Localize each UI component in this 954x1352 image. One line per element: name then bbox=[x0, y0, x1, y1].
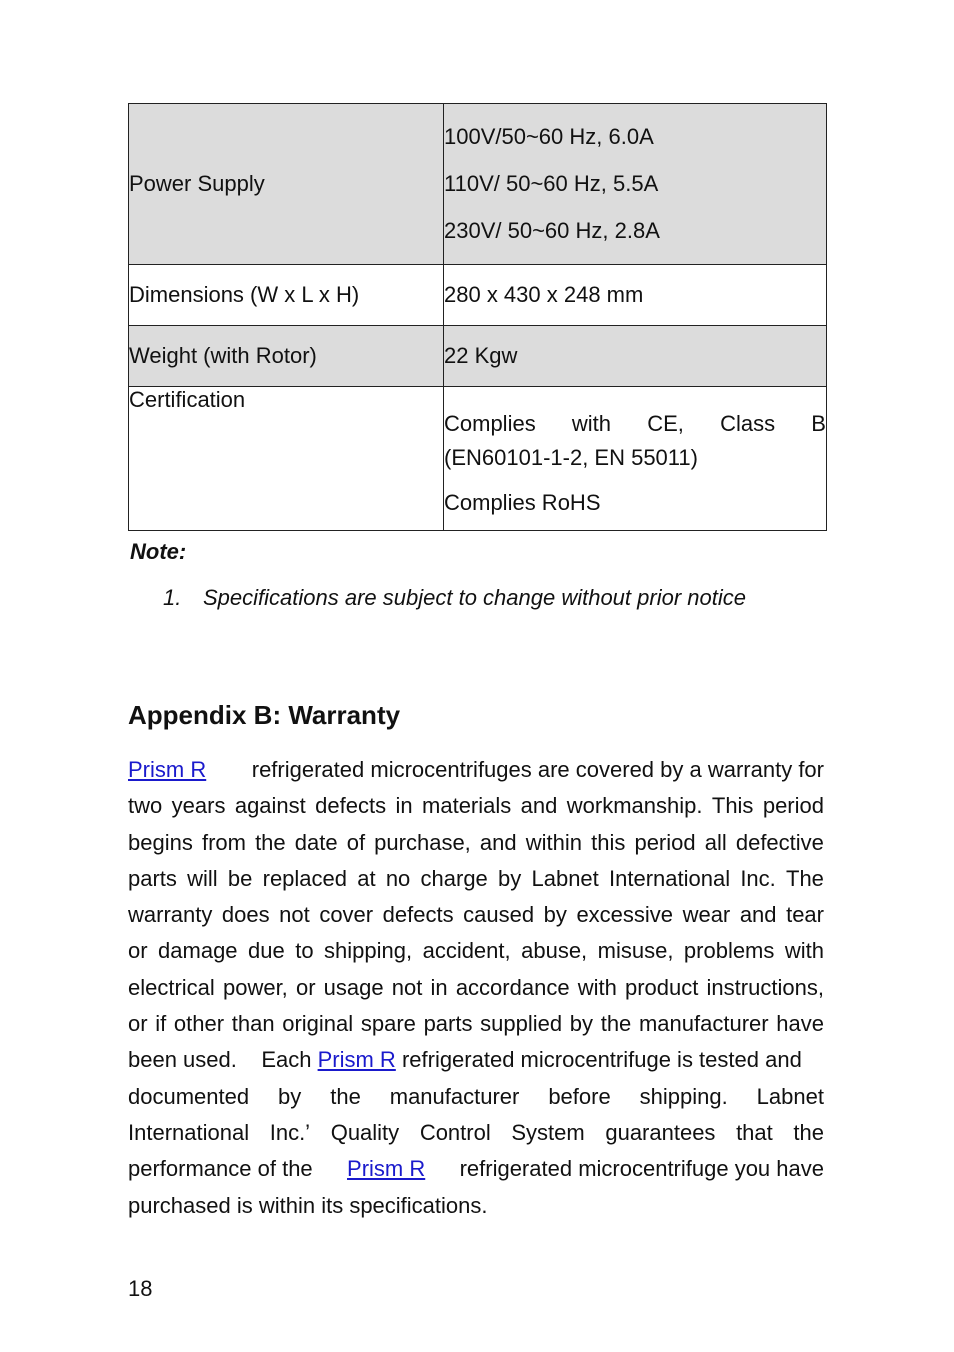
certification-value bbox=[444, 387, 827, 531]
word: begins bbox=[128, 829, 193, 855]
word: electrical bbox=[128, 974, 215, 1000]
word: and bbox=[520, 793, 558, 819]
word: problems bbox=[683, 938, 775, 964]
specifications-table bbox=[128, 103, 827, 531]
word: not bbox=[391, 974, 423, 1000]
word: tear bbox=[786, 902, 824, 928]
certification-line-2: (EN60101-1-2, EN 55011) bbox=[444, 445, 698, 470]
note-item bbox=[163, 585, 746, 611]
paragraph-line bbox=[128, 825, 824, 861]
word: abuse, bbox=[521, 938, 588, 964]
word: shipping, bbox=[324, 938, 413, 964]
word: power, bbox=[222, 974, 288, 1000]
word: charge bbox=[420, 865, 488, 891]
power-supply-value: 100V/50~60 Hz, 6.0A bbox=[444, 124, 654, 149]
dimensions-row bbox=[129, 265, 827, 326]
word: against bbox=[234, 793, 306, 819]
word: wear bbox=[682, 902, 731, 928]
word: Quality bbox=[330, 1119, 400, 1145]
word: the bbox=[793, 1119, 824, 1145]
word: with bbox=[784, 938, 824, 964]
word: not bbox=[279, 902, 310, 928]
word: within bbox=[525, 829, 582, 855]
word: other bbox=[173, 1011, 225, 1037]
word: from bbox=[201, 829, 246, 855]
word: this bbox=[591, 829, 626, 855]
word: date bbox=[294, 829, 338, 855]
word: by bbox=[543, 902, 567, 928]
word: does bbox=[221, 902, 270, 928]
paragraph-line bbox=[128, 788, 824, 824]
power-supply-row bbox=[129, 104, 827, 265]
word: of bbox=[346, 829, 366, 855]
cert-word: Complies bbox=[444, 411, 536, 436]
word: accordance bbox=[455, 974, 570, 1000]
word: supplied bbox=[480, 1011, 563, 1037]
paragraph-line bbox=[128, 933, 824, 969]
page-number: 18 bbox=[128, 1276, 153, 1301]
word: excessive bbox=[576, 902, 674, 928]
word: workmanship. bbox=[566, 793, 703, 819]
word: product bbox=[625, 974, 699, 1000]
word: period bbox=[762, 793, 824, 819]
prism-r-link[interactable]: Prism R bbox=[347, 1156, 426, 1182]
word: due bbox=[248, 938, 285, 964]
word: System bbox=[511, 1119, 585, 1145]
prism-r-link[interactable]: Prism R bbox=[128, 757, 207, 782]
line-text: refrigerated microcentrifuge is tested and bbox=[401, 1047, 802, 1073]
word: if bbox=[155, 1011, 167, 1037]
certification-label: Certification bbox=[129, 387, 444, 531]
paragraph-line bbox=[128, 752, 824, 788]
power-supply-value: 230V/ 50~60 Hz, 2.8A bbox=[444, 218, 660, 243]
prism-r-link[interactable]: Prism R bbox=[317, 1047, 396, 1073]
word: have bbox=[776, 1011, 824, 1037]
word: guarantees bbox=[605, 1119, 716, 1145]
word: the bbox=[255, 829, 286, 855]
word: instructions, bbox=[706, 974, 824, 1000]
power-supply-values bbox=[444, 104, 827, 265]
word: International bbox=[128, 1119, 250, 1145]
word: or bbox=[128, 1011, 148, 1037]
word: with bbox=[577, 974, 617, 1000]
word: replaced bbox=[262, 865, 348, 891]
word: parts bbox=[423, 1011, 473, 1037]
note-item-number: 1. bbox=[163, 585, 182, 610]
word: to bbox=[295, 938, 314, 964]
paragraph-line bbox=[128, 1079, 824, 1115]
cert-word: Class bbox=[720, 411, 776, 436]
paragraph-line bbox=[128, 1006, 824, 1042]
word: original bbox=[282, 1011, 354, 1037]
word: damage bbox=[158, 938, 238, 964]
word: shipping. bbox=[639, 1083, 728, 1109]
word: Inc.’ bbox=[269, 1119, 311, 1145]
word: by bbox=[278, 1083, 302, 1109]
note-label: Note: bbox=[130, 539, 187, 564]
word: that bbox=[736, 1119, 773, 1145]
word: Labnet bbox=[756, 1083, 824, 1109]
certification-line-1 bbox=[444, 407, 826, 441]
weight-label: Weight (with Rotor) bbox=[129, 326, 444, 387]
dimensions-label: Dimensions (W x L x H) bbox=[129, 265, 444, 326]
cert-word: B bbox=[811, 411, 826, 436]
appendix-heading: Appendix B: Warranty bbox=[128, 700, 401, 730]
word: International bbox=[609, 865, 731, 891]
word: manufacturer bbox=[389, 1083, 520, 1109]
word: Control bbox=[419, 1119, 491, 1145]
word: or bbox=[128, 938, 148, 964]
word: at bbox=[357, 865, 376, 891]
certification-line-3: Complies RoHS bbox=[444, 490, 601, 515]
word: The bbox=[786, 865, 824, 891]
paragraph-line bbox=[128, 861, 824, 897]
word: by bbox=[569, 1011, 594, 1037]
word: before bbox=[548, 1083, 611, 1109]
word: documented bbox=[128, 1083, 250, 1109]
cert-word: CE, bbox=[647, 411, 684, 436]
paragraph-line bbox=[128, 1115, 824, 1151]
word: parts bbox=[128, 865, 177, 891]
word: the bbox=[600, 1011, 632, 1037]
paragraph-line: purchased is within its specifications. bbox=[128, 1192, 488, 1218]
certification-row bbox=[129, 387, 827, 531]
cert-word: with bbox=[571, 411, 612, 436]
line-text: been used. Each bbox=[128, 1047, 312, 1073]
line-text: performance of the bbox=[128, 1156, 313, 1182]
word: and bbox=[739, 902, 777, 928]
weight-row bbox=[129, 326, 827, 387]
word: accident, bbox=[422, 938, 511, 964]
word: usage bbox=[323, 974, 384, 1000]
weight-value: 22 Kgw bbox=[444, 326, 827, 387]
word: defective bbox=[735, 829, 824, 855]
word: Inc. bbox=[740, 865, 776, 891]
word: than bbox=[231, 1011, 275, 1037]
dimensions-value: 280 x 430 x 248 mm bbox=[444, 265, 827, 326]
word: years bbox=[171, 793, 226, 819]
word: purchase, bbox=[374, 829, 471, 855]
word: defects bbox=[315, 793, 387, 819]
word: be bbox=[227, 865, 253, 891]
word: all bbox=[704, 829, 727, 855]
word: cover bbox=[319, 902, 374, 928]
word: and bbox=[479, 829, 517, 855]
line-text: refrigerated microcentrifuges are covered by a warranty for bbox=[251, 757, 824, 782]
word: will bbox=[187, 865, 218, 891]
paragraph-line bbox=[128, 1151, 824, 1187]
power-supply-value: 110V/ 50~60 Hz, 5.5A bbox=[444, 171, 659, 196]
word: manufacturer bbox=[638, 1011, 769, 1037]
word: defects bbox=[382, 902, 454, 928]
warranty-paragraph bbox=[128, 752, 824, 1224]
word: warranty bbox=[128, 902, 213, 928]
word: or bbox=[295, 974, 316, 1000]
word: the bbox=[330, 1083, 361, 1109]
power-supply-label: Power Supply bbox=[129, 104, 444, 265]
word: period bbox=[634, 829, 696, 855]
word: spare bbox=[360, 1011, 416, 1037]
paragraph-line bbox=[128, 970, 824, 1006]
word: two bbox=[128, 793, 163, 819]
word: This bbox=[711, 793, 754, 819]
note-item-text: Specifications are subject to change without prior notice bbox=[203, 585, 746, 610]
word: caused bbox=[463, 902, 535, 928]
word: in bbox=[430, 974, 448, 1000]
word: in bbox=[395, 793, 413, 819]
paragraph-line bbox=[128, 897, 824, 933]
word: misuse, bbox=[597, 938, 674, 964]
line-text: refrigerated microcentrifuge you have bbox=[459, 1156, 824, 1182]
paragraph-line bbox=[128, 1042, 824, 1078]
word: materials bbox=[422, 793, 512, 819]
word: Labnet bbox=[531, 865, 599, 891]
word: no bbox=[385, 865, 411, 891]
word: by bbox=[498, 865, 522, 891]
